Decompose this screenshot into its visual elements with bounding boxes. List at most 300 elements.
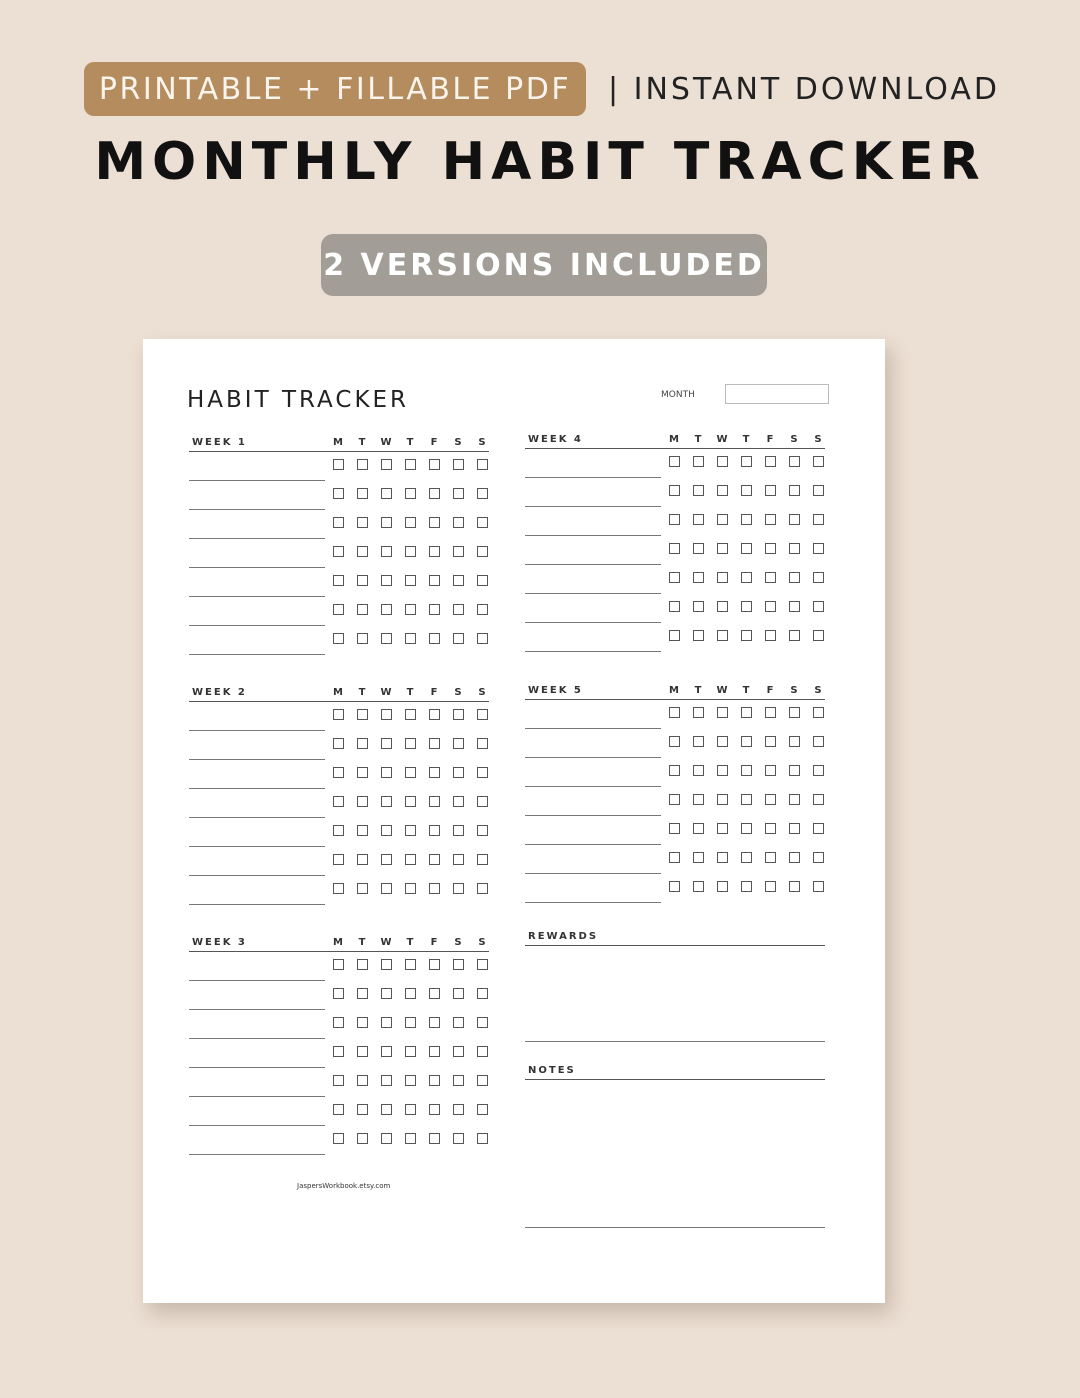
habit-checkbox[interactable] [405,1133,416,1144]
habit-row [189,1097,489,1126]
rewards-label: REWARDS [528,931,599,942]
habit-checkbox[interactable] [789,794,800,805]
week-label: WEEK 4 [528,434,583,445]
habit-checkbox[interactable] [717,794,728,805]
habit-checkbox[interactable] [477,988,488,999]
habit-checkbox[interactable] [741,765,752,776]
habit-checkbox[interactable] [477,854,488,865]
habit-name-line[interactable] [525,902,661,903]
habit-checkbox[interactable] [405,546,416,557]
habit-checkbox[interactable] [333,1075,344,1086]
habit-row [525,594,825,623]
habit-checkbox[interactable] [405,1046,416,1057]
habit-checkbox[interactable] [429,1133,440,1144]
habit-checkbox[interactable] [381,1046,392,1057]
habit-checkbox[interactable] [717,514,728,525]
day-label: T [694,434,702,445]
habit-checkbox[interactable] [813,485,824,496]
habit-checkbox[interactable] [333,575,344,586]
habit-checkbox[interactable] [429,796,440,807]
habit-checkbox[interactable] [357,1046,368,1057]
habit-checkbox[interactable] [765,765,776,776]
habit-checkbox[interactable] [669,881,680,892]
habit-name-line[interactable] [189,904,325,905]
habit-checkbox[interactable] [357,883,368,894]
habit-checkbox[interactable] [429,517,440,528]
habit-row [525,787,825,816]
habit-checkbox[interactable] [813,456,824,467]
habit-checkbox[interactable] [429,738,440,749]
habit-checkbox[interactable] [813,765,824,776]
habit-checkbox[interactable] [477,575,488,586]
habit-checkbox[interactable] [429,709,440,720]
habit-checkbox[interactable] [789,514,800,525]
habit-checkbox[interactable] [453,488,464,499]
habit-checkbox[interactable] [381,988,392,999]
habit-checkbox[interactable] [693,707,704,718]
day-label: T [694,685,702,696]
habit-checkbox[interactable] [453,883,464,894]
habit-checkbox[interactable] [765,630,776,641]
format-badge: PRINTABLE + FILLABLE PDF [84,62,586,116]
habit-checkbox[interactable] [693,823,704,834]
habit-checkbox[interactable] [693,736,704,747]
habit-checkbox[interactable] [357,1017,368,1028]
week-block [525,683,825,913]
habit-checkbox[interactable] [405,604,416,615]
habit-row [189,847,489,876]
habit-checkbox[interactable] [381,517,392,528]
habit-checkbox[interactable] [405,459,416,470]
habit-checkbox[interactable] [693,456,704,467]
habit-checkbox[interactable] [789,765,800,776]
habit-checkbox[interactable] [789,852,800,863]
habit-row [189,1068,489,1097]
habit-checkbox[interactable] [477,546,488,557]
habit-row [525,449,825,478]
habit-checkbox[interactable] [477,709,488,720]
habit-checkbox[interactable] [405,488,416,499]
habit-checkbox[interactable] [789,572,800,583]
habit-checkbox[interactable] [333,854,344,865]
day-label: M [333,687,343,698]
habit-checkbox[interactable] [669,543,680,554]
habit-checkbox[interactable] [405,767,416,778]
habit-checkbox[interactable] [765,794,776,805]
habit-checkbox[interactable] [333,1104,344,1115]
habit-checkbox[interactable] [717,707,728,718]
habit-checkbox[interactable] [381,488,392,499]
habit-checkbox[interactable] [453,796,464,807]
habit-checkbox[interactable] [357,988,368,999]
habit-checkbox[interactable] [333,709,344,720]
habit-checkbox[interactable] [789,630,800,641]
habit-checkbox[interactable] [453,546,464,557]
habit-checkbox[interactable] [357,1075,368,1086]
habit-checkbox[interactable] [717,736,728,747]
day-label: W [716,434,728,445]
habit-checkbox[interactable] [381,959,392,970]
habit-checkbox[interactable] [789,823,800,834]
habit-checkbox[interactable] [429,604,440,615]
habit-checkbox[interactable] [333,883,344,894]
habit-checkbox[interactable] [405,854,416,865]
habit-checkbox[interactable] [765,601,776,612]
habit-checkbox[interactable] [453,738,464,749]
habit-checkbox[interactable] [669,707,680,718]
habit-checkbox[interactable] [357,709,368,720]
habit-checkbox[interactable] [333,1046,344,1057]
habit-checkbox[interactable] [333,796,344,807]
habit-checkbox[interactable] [381,883,392,894]
habit-name-line[interactable] [189,1154,325,1155]
habit-checkbox[interactable] [381,1104,392,1115]
habit-checkbox[interactable] [693,514,704,525]
habit-row [525,845,825,874]
habit-checkbox[interactable] [453,1017,464,1028]
habit-checkbox[interactable] [357,633,368,644]
habit-checkbox[interactable] [741,707,752,718]
habit-checkbox[interactable] [669,601,680,612]
habit-checkbox[interactable] [669,456,680,467]
habit-checkbox[interactable] [741,485,752,496]
habit-checkbox[interactable] [453,825,464,836]
habit-checkbox[interactable] [693,485,704,496]
habit-checkbox[interactable] [477,1104,488,1115]
habit-checkbox[interactable] [789,485,800,496]
habit-checkbox[interactable] [381,709,392,720]
habit-row [525,478,825,507]
habit-checkbox[interactable] [717,765,728,776]
habit-checkbox[interactable] [693,765,704,776]
habit-checkbox[interactable] [765,852,776,863]
habit-checkbox[interactable] [357,1133,368,1144]
habit-row [189,597,489,626]
habit-name-line[interactable] [189,654,325,655]
habit-checkbox[interactable] [357,575,368,586]
habit-checkbox[interactable] [741,601,752,612]
habit-checkbox[interactable] [813,572,824,583]
habit-checkbox[interactable] [477,796,488,807]
habit-checkbox[interactable] [357,767,368,778]
habit-checkbox[interactable] [333,1017,344,1028]
habit-checkbox[interactable] [717,852,728,863]
habit-checkbox[interactable] [333,988,344,999]
habit-checkbox[interactable] [477,1075,488,1086]
habit-checkbox[interactable] [477,488,488,499]
habit-checkbox[interactable] [333,825,344,836]
habit-checkbox[interactable] [789,736,800,747]
habit-checkbox[interactable] [477,767,488,778]
habit-checkbox[interactable] [429,459,440,470]
habit-checkbox[interactable] [429,633,440,644]
habit-checkbox[interactable] [669,823,680,834]
habit-checkbox[interactable] [357,959,368,970]
habit-checkbox[interactable] [789,601,800,612]
habit-checkbox[interactable] [669,794,680,805]
habit-checkbox[interactable] [405,796,416,807]
habit-checkbox[interactable] [381,1133,392,1144]
habit-checkbox[interactable] [693,572,704,583]
habit-checkbox[interactable] [813,514,824,525]
week-block [189,685,489,915]
habit-checkbox[interactable] [333,546,344,557]
habit-checkbox[interactable] [477,1017,488,1028]
habit-checkbox[interactable] [381,633,392,644]
habit-checkbox[interactable] [333,633,344,644]
habit-checkbox[interactable] [669,572,680,583]
habit-checkbox[interactable] [669,852,680,863]
habit-checkbox[interactable] [693,881,704,892]
habit-checkbox[interactable] [381,1017,392,1028]
habit-checkbox[interactable] [453,959,464,970]
day-label: S [814,434,822,445]
habit-checkbox[interactable] [429,575,440,586]
habit-checkbox[interactable] [717,485,728,496]
habit-checkbox[interactable] [717,601,728,612]
habit-checkbox[interactable] [813,881,824,892]
habit-checkbox[interactable] [813,823,824,834]
habit-checkbox[interactable] [429,1075,440,1086]
habit-checkbox[interactable] [333,1133,344,1144]
habit-row [525,729,825,758]
habit-checkbox[interactable] [357,738,368,749]
day-label: S [790,685,798,696]
habit-checkbox[interactable] [765,707,776,718]
week-label: WEEK 3 [192,937,247,948]
habit-checkbox[interactable] [693,601,704,612]
habit-checkbox[interactable] [381,825,392,836]
habit-checkbox[interactable] [453,575,464,586]
habit-checkbox[interactable] [669,630,680,641]
habit-checkbox[interactable] [477,959,488,970]
habit-checkbox[interactable] [477,633,488,644]
notes-line[interactable] [525,1227,825,1228]
habit-checkbox[interactable] [789,707,800,718]
habit-checkbox[interactable] [741,881,752,892]
habit-checkbox[interactable] [477,604,488,615]
habit-checkbox[interactable] [717,823,728,834]
habit-checkbox[interactable] [453,517,464,528]
habit-checkbox[interactable] [405,709,416,720]
habit-checkbox[interactable] [381,604,392,615]
habit-checkbox[interactable] [429,825,440,836]
habit-checkbox[interactable] [477,825,488,836]
habit-checkbox[interactable] [789,881,800,892]
habit-checkbox[interactable] [813,852,824,863]
habit-checkbox[interactable] [405,517,416,528]
week-label: WEEK 1 [192,437,247,448]
habit-checkbox[interactable] [357,546,368,557]
habit-checkbox[interactable] [405,1075,416,1086]
habit-checkbox[interactable] [477,459,488,470]
day-label: S [478,437,486,448]
habit-checkbox[interactable] [429,883,440,894]
habit-checkbox[interactable] [717,456,728,467]
month-label: MONTH [661,390,695,400]
habit-checkbox[interactable] [741,572,752,583]
day-label: F [430,687,438,698]
habit-checkbox[interactable] [765,881,776,892]
habit-checkbox[interactable] [429,988,440,999]
habit-row [189,1039,489,1068]
habit-checkbox[interactable] [669,514,680,525]
habit-checkbox[interactable] [693,794,704,805]
habit-checkbox[interactable] [765,543,776,554]
habit-checkbox[interactable] [429,1104,440,1115]
habit-checkbox[interactable] [741,456,752,467]
habit-checkbox[interactable] [477,738,488,749]
day-label: M [333,437,343,448]
habit-checkbox[interactable] [453,459,464,470]
habit-checkbox[interactable] [381,796,392,807]
habit-checkbox[interactable] [477,1046,488,1057]
habit-checkbox[interactable] [381,767,392,778]
habit-checkbox[interactable] [333,517,344,528]
habit-checkbox[interactable] [357,459,368,470]
habit-checkbox[interactable] [429,1017,440,1028]
habit-checkbox[interactable] [357,488,368,499]
habit-checkbox[interactable] [381,1075,392,1086]
day-label: T [358,937,366,948]
habit-checkbox[interactable] [429,546,440,557]
habit-checkbox[interactable] [813,601,824,612]
habit-checkbox[interactable] [333,604,344,615]
habit-checkbox[interactable] [429,488,440,499]
day-label: S [454,687,462,698]
habit-checkbox[interactable] [477,1133,488,1144]
habit-row [525,507,825,536]
habit-checkbox[interactable] [741,823,752,834]
habit-checkbox[interactable] [357,796,368,807]
habit-checkbox[interactable] [765,823,776,834]
habit-checkbox[interactable] [429,767,440,778]
habit-checkbox[interactable] [453,604,464,615]
habit-checkbox[interactable] [453,633,464,644]
habit-checkbox[interactable] [453,854,464,865]
habit-checkbox[interactable] [333,459,344,470]
habit-checkbox[interactable] [453,767,464,778]
habit-checkbox[interactable] [741,736,752,747]
habit-checkbox[interactable] [741,630,752,641]
habit-checkbox[interactable] [453,1075,464,1086]
habit-checkbox[interactable] [381,459,392,470]
habit-checkbox[interactable] [765,456,776,467]
habit-checkbox[interactable] [693,543,704,554]
habit-checkbox[interactable] [477,517,488,528]
habit-checkbox[interactable] [429,959,440,970]
rewards-line[interactable] [525,1041,825,1042]
habit-checkbox[interactable] [405,633,416,644]
day-label: T [406,937,414,948]
habit-checkbox[interactable] [789,456,800,467]
habit-checkbox[interactable] [381,738,392,749]
habit-checkbox[interactable] [333,767,344,778]
habit-checkbox[interactable] [357,1104,368,1115]
habit-checkbox[interactable] [669,765,680,776]
habit-checkbox[interactable] [741,514,752,525]
habit-row [189,1010,489,1039]
sheet-title: HABIT TRACKER [187,387,410,413]
week-block [189,935,489,1165]
week-header [189,935,489,952]
habit-checkbox[interactable] [669,736,680,747]
habit-checkbox[interactable] [333,959,344,970]
habit-checkbox[interactable] [381,854,392,865]
habit-checkbox[interactable] [693,852,704,863]
versions-badge: 2 VERSIONS INCLUDED [321,234,767,296]
habit-checkbox[interactable] [453,1046,464,1057]
habit-checkbox[interactable] [741,543,752,554]
habit-checkbox[interactable] [741,852,752,863]
habit-checkbox[interactable] [741,794,752,805]
habit-checkbox[interactable] [693,630,704,641]
habit-checkbox[interactable] [333,738,344,749]
habit-checkbox[interactable] [357,825,368,836]
habit-checkbox[interactable] [429,1046,440,1057]
habit-checkbox[interactable] [333,488,344,499]
habit-checkbox[interactable] [669,485,680,496]
habit-checkbox[interactable] [453,988,464,999]
habit-row [189,952,489,981]
habit-checkbox[interactable] [765,572,776,583]
habit-checkbox[interactable] [813,736,824,747]
habit-checkbox[interactable] [813,794,824,805]
habit-checkbox[interactable] [429,854,440,865]
habit-checkbox[interactable] [405,1104,416,1115]
day-label: W [380,687,392,698]
habit-checkbox[interactable] [717,543,728,554]
habit-checkbox[interactable] [405,738,416,749]
habit-checkbox[interactable] [453,1104,464,1115]
habit-checkbox[interactable] [381,546,392,557]
habit-checkbox[interactable] [357,854,368,865]
habit-checkbox[interactable] [453,709,464,720]
habit-checkbox[interactable] [405,883,416,894]
habit-checkbox[interactable] [813,630,824,641]
habit-checkbox[interactable] [405,1017,416,1028]
habit-checkbox[interactable] [357,604,368,615]
day-label: F [430,937,438,948]
habit-checkbox[interactable] [405,825,416,836]
habit-checkbox[interactable] [813,543,824,554]
week-label: WEEK 5 [528,685,583,696]
habit-checkbox[interactable] [405,959,416,970]
habit-checkbox[interactable] [765,514,776,525]
day-label: M [669,434,679,445]
habit-checkbox[interactable] [717,630,728,641]
habit-checkbox[interactable] [357,517,368,528]
habit-checkbox[interactable] [717,572,728,583]
habit-checkbox[interactable] [765,485,776,496]
habit-row [525,565,825,594]
habit-checkbox[interactable] [813,707,824,718]
habit-checkbox[interactable] [405,575,416,586]
day-label: T [742,685,750,696]
habit-checkbox[interactable] [765,736,776,747]
habit-checkbox[interactable] [381,575,392,586]
habit-checkbox[interactable] [405,988,416,999]
habit-name-line[interactable] [525,651,661,652]
habit-checkbox[interactable] [453,1133,464,1144]
habit-row [189,731,489,760]
month-field[interactable] [725,384,829,404]
notes-header [525,1065,825,1080]
habit-checkbox[interactable] [789,543,800,554]
habit-checkbox[interactable] [717,881,728,892]
habit-row [525,816,825,845]
habit-checkbox[interactable] [477,883,488,894]
